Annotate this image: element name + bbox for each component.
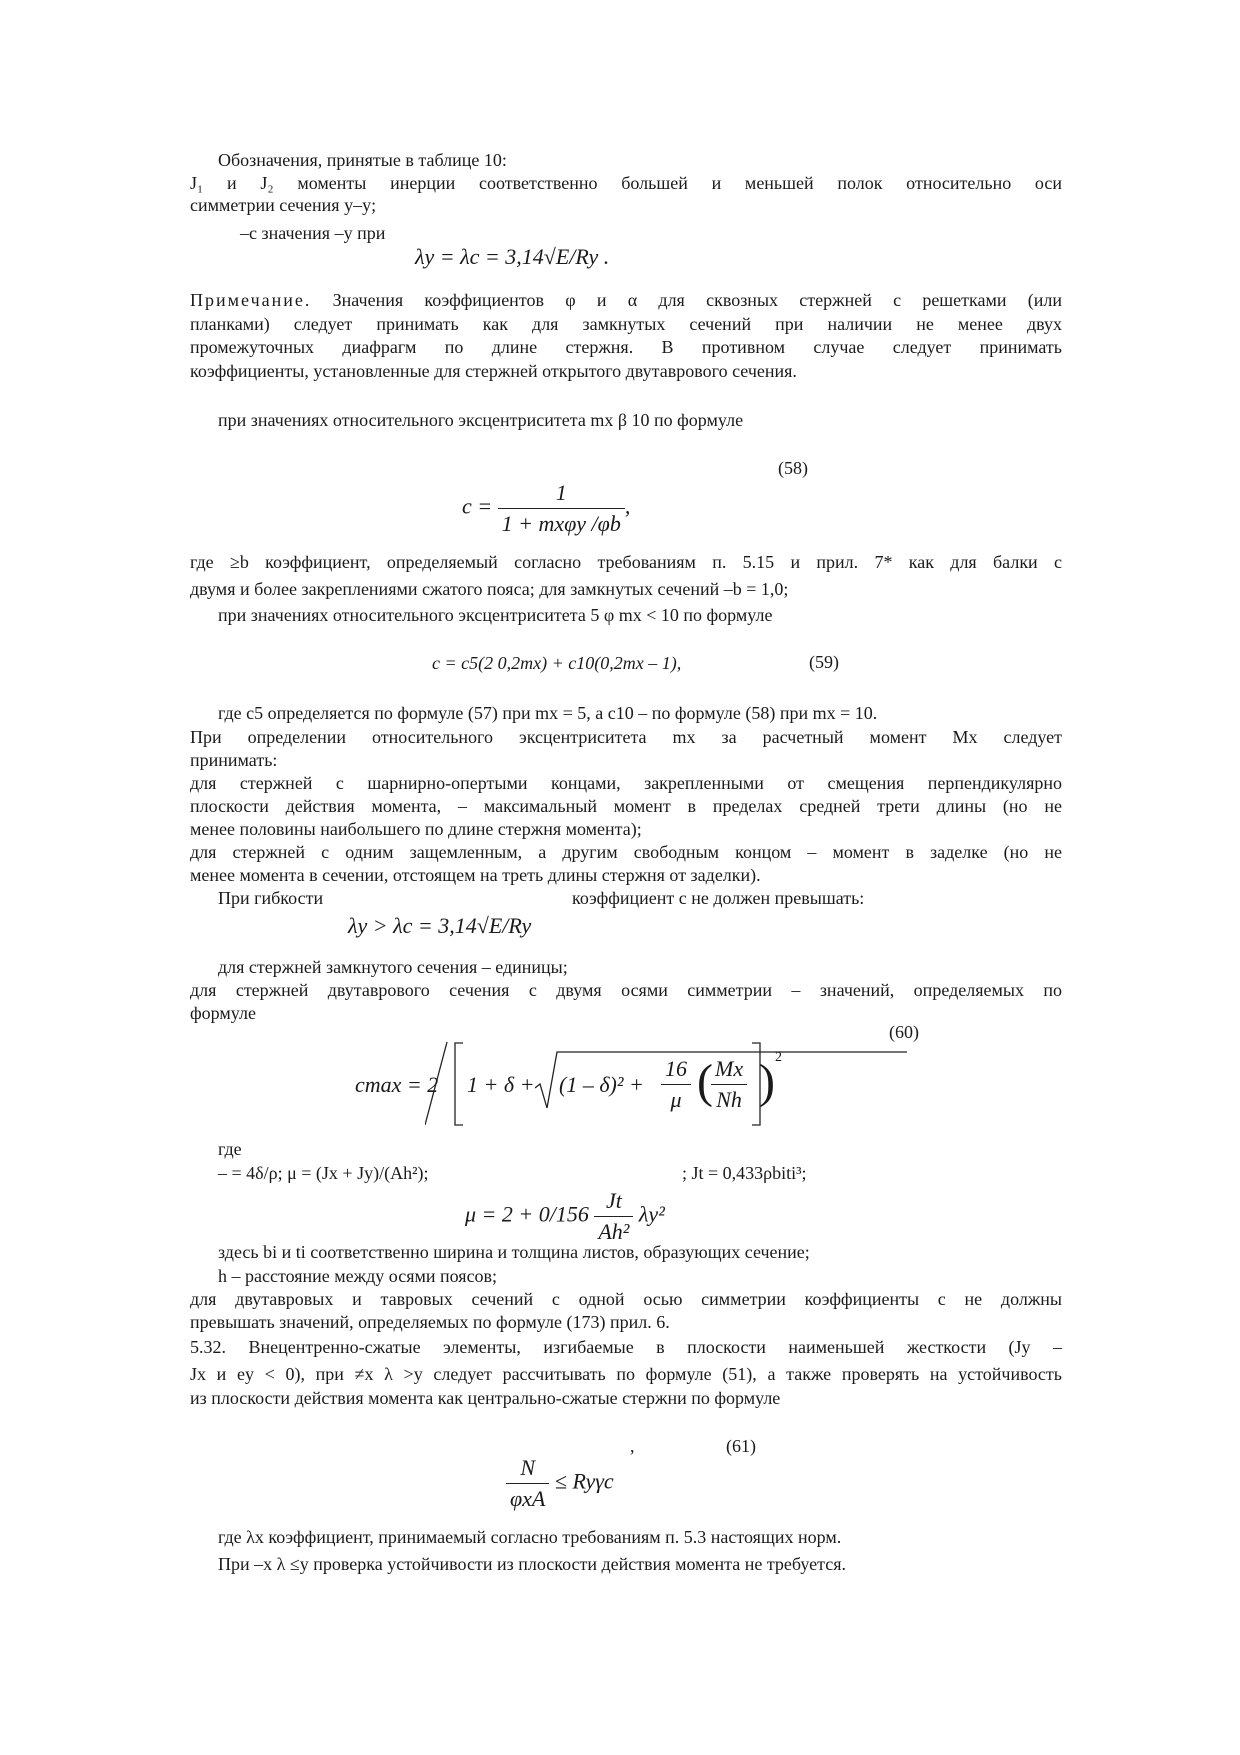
paragraph-line: При определении относительного эксцентриситета mx за расчетный момент Mx следует — [190, 727, 1062, 747]
fmu-lhs: μ = 2 + 0/156 — [465, 1201, 589, 1227]
equation-number: (59) — [809, 652, 839, 672]
f58-denominator: 1 + mxφy /φb — [501, 511, 621, 536]
paragraph-line: J₁ и J₂ моменты инерции соответственно большей и меньшей полок относительно оси — [190, 173, 1062, 193]
paragraph: При –x λ ≤y проверка устойчивости из плоскости действия момента не требуется. — [218, 1554, 846, 1574]
formula-61 — [506, 1455, 614, 1512]
paragraph: здесь bi и ti соответственно ширина и толщина листов, образующих сечение; — [218, 1242, 810, 1262]
f60-nh: Nh — [716, 1087, 742, 1112]
paragraph-line: двумя и более закреплениями сжатого пояса; для замкнутых сечений –b = 1,0; — [190, 579, 789, 599]
f61-numerator: N — [506, 1455, 549, 1484]
paragraph-end: коэффициент c не должен превышать: — [572, 888, 865, 908]
formula-mu — [465, 1188, 665, 1245]
f60-left-bracket — [453, 1042, 465, 1126]
paragraph: при значениях относительного эксцентриситета mx β 10 по формуле — [218, 410, 744, 430]
paragraph-start: – = 4δ/ρ; μ = (Jx + Jy)/(Ah²); — [218, 1163, 429, 1183]
equation-number: (58) — [778, 458, 808, 478]
note-line: промежуточных диафрагм по длине стержня. В противном случае следует принимать — [190, 337, 1062, 357]
f60-root-term: (1 – δ)² + — [559, 1072, 644, 1097]
fmu-rhs: λy² — [638, 1201, 665, 1227]
paragraph: где c5 определяется по формуле (57) при mx = 5, а c10 – по формуле (58) при mx = 10. — [218, 703, 878, 723]
f60-mu: μ — [670, 1087, 682, 1112]
f60-lhs: cmax = 2 — [355, 1072, 439, 1097]
f60-inner: 1 + δ + — [467, 1072, 535, 1097]
f60-exp: 2 — [775, 1050, 782, 1065]
paragraph-line: для стержней с одним защемленным, а другим свободным концом – момент в заделке (но не — [190, 842, 1062, 862]
f61-rhs: ≤ Ryγc — [554, 1468, 614, 1494]
note-label: Примечание. — [190, 290, 312, 310]
paragraph: где λx коэффициент, принимаемый согласно требованиям п. 5.3 настоящих норм. — [218, 1527, 842, 1547]
formula-58: c = $\frac{1}{\text{1 + mxφy /φb}}$ , — [462, 480, 631, 536]
paragraph-line: Jx и ey < 0), при ≠x λ >y следует рассчитывать по формуле (51), а также проверять на устойчивость — [190, 1364, 1062, 1384]
paragraph-line: для двутавровых и тавровых сечений с одной осью симметрии коэффициенты с не должны — [190, 1289, 1062, 1309]
f60-16: 16 — [661, 1056, 691, 1085]
equation-number: (60) — [889, 1022, 919, 1042]
f58-lhs: c = — [462, 493, 493, 519]
f58-numerator: 1 — [498, 480, 625, 509]
paragraph-line: –c значения –y при — [240, 223, 386, 243]
f60-paren-open: ( — [697, 1055, 713, 1108]
formula-lambda: λy = λc = 3,14√E/Ry . — [415, 244, 610, 269]
paragraph-line: плоскости действия момента, – максимальный момент в пределах средней трети длины (но не — [190, 796, 1062, 816]
paragraph: для стержней замкнутого сечения – единицы; — [218, 957, 568, 977]
paragraph-line: менее половины наибольшего по длине стержня момента); — [190, 819, 642, 839]
f60-right-bracket — [750, 1042, 762, 1126]
paragraph-line: симметрии сечения y–y; — [190, 195, 377, 215]
paragraph-line: для стержней с шарнирно-опертыми концами, закрепленными от смещения перпендикулярно — [190, 773, 1062, 793]
f60-paren-close: ) — [759, 1055, 775, 1108]
f60-root-sign — [425, 1040, 449, 1130]
paragraph-start: При гибкости — [218, 888, 324, 908]
note-line: коэффициенты, установленные для стержней открытого двутаврового сечения. — [190, 361, 797, 381]
note-line — [190, 289, 1062, 311]
paragraph-line: из плоскости действия момента как центрально-сжатые стержни по формуле — [190, 1388, 781, 1408]
paragraph-line: для стержней двутаврового сечения с двумя осями симметрии – значений, определяемых по — [190, 980, 1062, 1000]
paragraph: Обозначения, принятые в таблице 10: — [218, 150, 507, 170]
paragraph-line: превышать значений, определяемых по формуле (173) прил. 6. — [190, 1312, 670, 1332]
fmu-numerator: Jt — [594, 1188, 633, 1217]
note-text: Значения коэффициентов φ и α для сквозных стержней с решетками (или — [332, 290, 1063, 310]
formula-lambda-2: λy > λc = 3,14√E/Ry — [348, 913, 532, 938]
paragraph-line: принимать: — [190, 750, 278, 770]
equation-number: (61) — [726, 1436, 756, 1456]
paragraph-line: менее момента в сечении, отстоящем на треть длины стержня от заделки). — [190, 865, 761, 885]
f60-mx: Mx — [711, 1056, 747, 1085]
paragraph: где — [218, 1139, 242, 1159]
note-line: планками) следует принимать как для замкнутых сечений при наличии не менее двух — [190, 314, 1062, 334]
paragraph: при значениях относительного эксцентриситета 5 φ mx < 10 по формуле — [218, 605, 773, 625]
f61-denominator: φxA — [510, 1486, 546, 1511]
paragraph-line: формуле — [190, 1003, 256, 1023]
fmu-denominator: Ah² — [598, 1219, 630, 1244]
paragraph-end: ; Jt = 0,433ρbiti³; — [682, 1163, 807, 1183]
formula-61-comma: , — [630, 1436, 635, 1456]
formula-59: c = c5(2 0,2mx) + c10(0,2mx – 1), — [432, 653, 682, 673]
paragraph: h – расстояние между осями поясов; — [218, 1266, 498, 1286]
paragraph-line: 5.32. Внецентренно-сжатые элементы, изгибаемые в плоскости наименьшей жесткости (Jy – — [190, 1337, 1062, 1357]
paragraph-line: где ≥b коэффициент, определяемый согласно требованиям п. 5.15 и прил. 7* как для балки с — [190, 552, 1062, 572]
